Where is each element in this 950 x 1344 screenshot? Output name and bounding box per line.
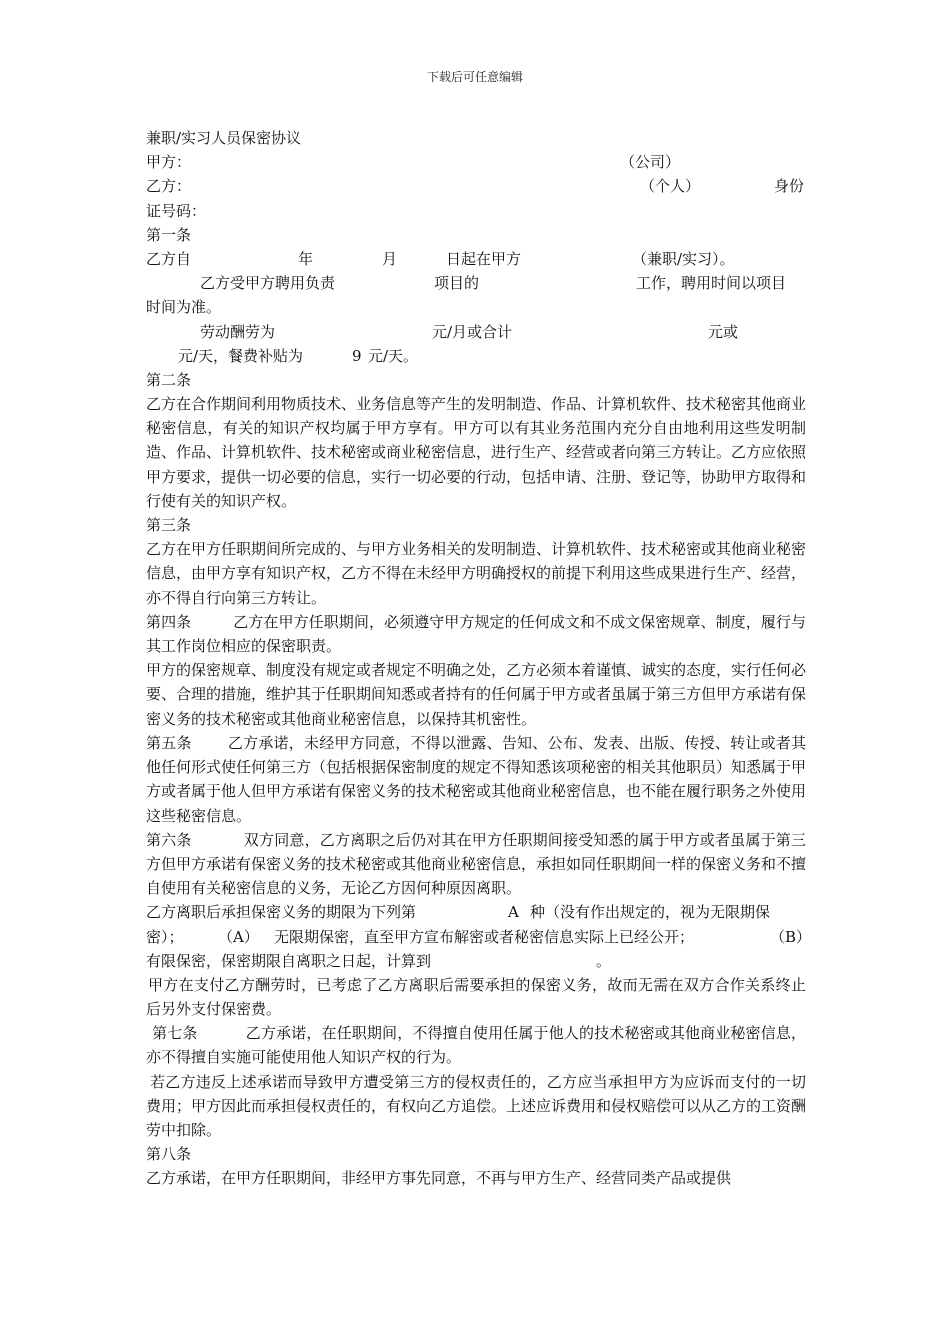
term-end-text: 密）； [146, 927, 184, 946]
article3-heading: 第三条 [146, 516, 192, 535]
article1-pay-line1 [146, 320, 806, 344]
article1-date-line [146, 247, 806, 271]
article5-text: 乙方承诺，未经甲方同意，不得以泄露、告知、公布、发表、出版、传授、转让或者其他任何形式使任何第三方（包括根据保密制度的规定不得知悉该项秘密的相关其他职员）知悉属于甲方或者属于他人但甲方承诺有保密义务的技术秘密或其他商业秘密信息，也不能在履行职务之外使用这些秘密信息。 [146, 733, 807, 825]
article4-heading: 第四条 [146, 612, 192, 631]
month-label: 月 [382, 249, 398, 268]
pay-text: 劳动酬劳为 [200, 322, 276, 341]
option-a-text: 无限期保密，直至甲方宣布解密或者秘密信息实际上已经公开； [274, 927, 695, 946]
party-b-suffix: （个人） [640, 177, 701, 196]
article8-text: 乙方承诺，在甲方任职期间，非经甲方事先同意，不再与甲方生产、经营同类产品或提供 [146, 1169, 732, 1188]
party-b-id-prefix: 身份 [774, 177, 805, 196]
article5-heading: 第五条 [146, 733, 192, 752]
page-header: 下载后可任意编辑 [426, 70, 523, 84]
party-a-suffix: （公司） [620, 153, 681, 172]
term-text: 乙方离职后承担保密义务的期限为下列第 [146, 903, 417, 922]
per-day-label: 元/天。 [368, 346, 419, 365]
article7-text2: 若乙方违反上述承诺而导致甲方遭受第三方的侵权责任的，乙方应当承担甲方为应诉而支付的一切费用；甲方因此而承担侵权责任的，有权向乙方追偿。上述应诉费用和侵权赔偿可以从乙方的工资酬劳中扣除。 [146, 1072, 807, 1140]
daily-label: 元/天，餐费补贴为 [178, 346, 304, 365]
article4-text1: 乙方在甲方任职期间，必须遵守甲方规定的任何成文和不成文保密规章、制度，履行与其工作岗位相应的保密职责。 [146, 612, 806, 656]
year-label: 年 [298, 249, 314, 268]
article6-text2: 甲方在支付乙方酬劳时，已考虑了乙方离职后需要承担的保密义务，故而无需在双方合作关系终止后另外支付保密费。 [146, 975, 806, 1019]
article6-term-line [146, 900, 806, 924]
party-b-label: 乙方： [146, 177, 192, 196]
article7-text1: 乙方承诺，在任职期间，不得擅自使用任属于他人的技术秘密或其他商业秘密信息，亦不得擅自实施可能使用他人知识产权的行为。 [146, 1024, 806, 1067]
article6-options-line [146, 925, 812, 949]
term-post-text: 种（没有作出规定的，视为无限期保 [530, 903, 771, 922]
employment-type-label: （兼职/实习）。 [632, 249, 735, 268]
work-label: 工作，聘用时间以项目 [636, 274, 787, 293]
article4-paragraph [146, 610, 806, 658]
article7-heading: 第七条 [152, 1024, 198, 1043]
article2-text: 乙方在合作期间利用物质技术、业务信息等产生的发明制造、作品、计算机软件、技术秘密其他商业秘密信息，有关的知识产权均属于甲方享有。甲方可以有其业务范围内充分自由地利用这些发明制造、作品、计算机软件、技术秘密或商业秘密信息，进行生产、经营或者向第三方转让。乙方应依照甲方要求，提供一切必要的信息，实行一切必要的行动，包括申请、注册、登记等，协助甲方取得和行使有关的知识产权。 [146, 395, 807, 510]
party-a-label: 甲方： [146, 153, 192, 172]
document-title: 兼职/实习人员保密协议 [146, 129, 302, 147]
project-label: 项目的 [434, 274, 480, 293]
day-label: 日起在甲方 [446, 249, 522, 268]
option-b-label: （B） [770, 927, 812, 946]
article5-paragraph [146, 731, 806, 828]
article1-heading: 第一条 [146, 225, 192, 244]
article8-heading: 第八条 [146, 1145, 192, 1164]
article6-paragraph [146, 828, 806, 901]
article2-heading: 第二条 [146, 370, 192, 389]
article6-text1: 双方同意，乙方离职之后仍对其在甲方任职期间接受知悉的属于甲方或者虽属于第三方但甲方承诺有保密义务的技术秘密或其他商业秘密信息，承担如同任职期间一样的保密义务和不擅自使用有关秘密信息的义务，无论乙方因何种原因离职。 [146, 830, 807, 898]
article3-text: 乙方在甲方任职期间所完成的、与甲方业务相关的发明制造、计算机软件、技术秘密或其他商业秘密信息，由甲方享有知识产权，乙方不得在未经甲方明确授权的前提下利用这些成果进行生产、经营，亦不得自行向第三方转让。 [146, 540, 807, 607]
monthly-label: 元/月或合计 [432, 322, 513, 341]
article1-pay-line2 [146, 344, 806, 368]
party-b-line [146, 174, 806, 198]
date-line-text: 乙方自 [146, 249, 192, 268]
yuan-or-label: 元或 [708, 322, 739, 341]
article6-option-b-line [146, 949, 806, 973]
party-a-line [146, 150, 806, 174]
party-b-id-line: 证号码： [146, 201, 207, 220]
article1-duty-line2: 时间为准。 [146, 298, 222, 317]
agreement-body [146, 126, 812, 1191]
option-b-text: 有限保密，保密期限自离职之日起，计算到 [146, 951, 432, 970]
article6-heading: 第六条 [146, 830, 192, 849]
article7-paragraph [146, 1021, 806, 1069]
article1-duty-line1 [146, 271, 806, 295]
meal-allowance-value: 9 [352, 346, 362, 365]
option-b-end: 。 [596, 951, 612, 970]
duty-text: 乙方受甲方聘用负责 [200, 274, 336, 293]
term-choice: A [508, 903, 519, 922]
article4-text2: 甲方的保密规章、制度没有规定或者规定不明确之处，乙方必须本着谨慎、诚实的态度，实行任何必要、合理的措施，维护其于任职期间知悉或者持有的任何属于甲方或者虽属于第三方但甲方承诺有保密义务的技术秘密或其他商业秘密信息，以保持其机密性。 [146, 661, 807, 728]
option-a-label: （A） [218, 927, 259, 946]
